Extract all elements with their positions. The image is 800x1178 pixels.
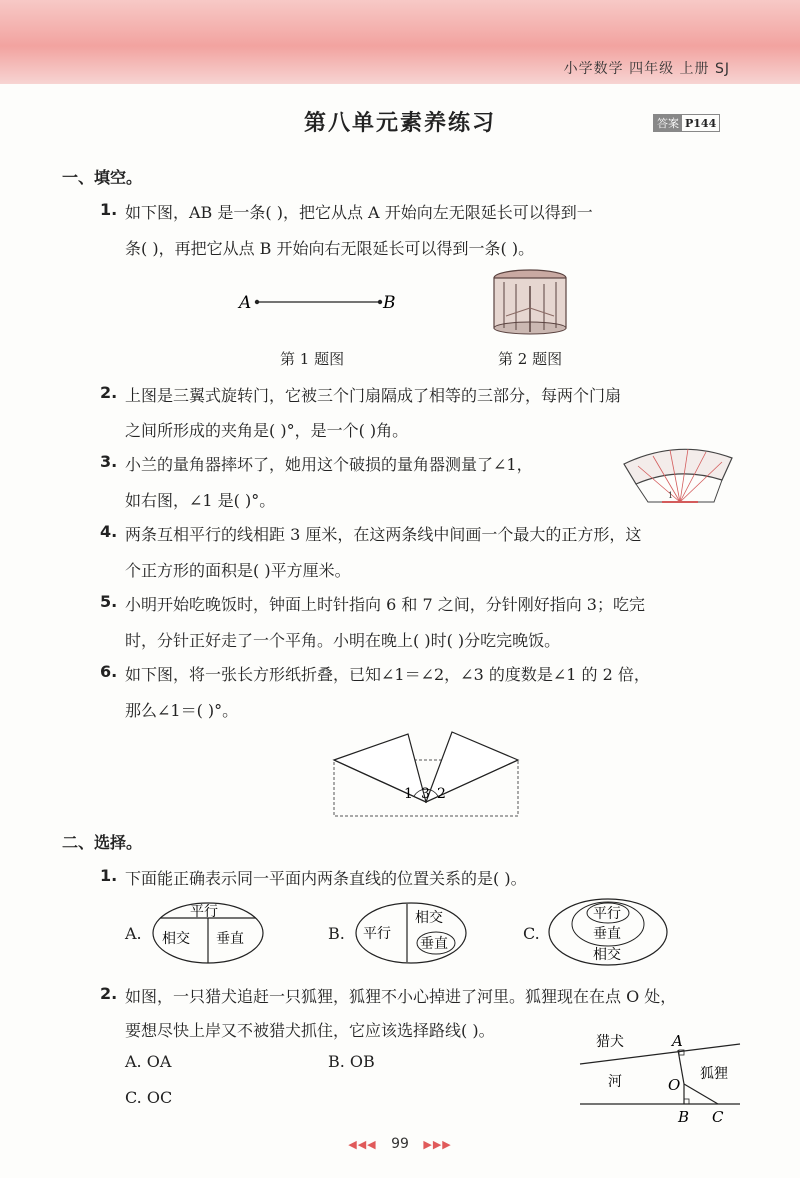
s2-q1-number: 1.	[100, 866, 118, 885]
segment-ab-figure	[235, 288, 405, 318]
next-arrows-icon: ▶▶▶	[423, 1138, 452, 1151]
option-b-parallel: 平行	[363, 926, 391, 942]
q5-number: 5.	[100, 592, 118, 611]
folded-paper-figure	[330, 730, 522, 820]
page-title: 第八单元素养练习	[303, 111, 496, 136]
option-c-diagram[interactable]	[546, 896, 670, 968]
page-footer	[340, 1136, 460, 1152]
angle-2-label: 2	[437, 786, 446, 802]
q3-line1: 小兰的量角器摔坏了，她用这个破损的量角器测量了∠1，	[125, 455, 533, 474]
option-b-perpendicular: 垂直	[420, 936, 448, 952]
point-a-label: A	[239, 293, 252, 313]
q1-line1: 如下图，AB 是一条( )，把它从点 A 开始向左无限延长可以得到一	[125, 203, 593, 222]
s2-q2-number: 2.	[100, 984, 118, 1003]
option-a-diagram[interactable]	[150, 900, 266, 966]
river-label: 河	[608, 1074, 622, 1090]
angle-3-label: 3	[421, 786, 430, 802]
broken-protractor-image	[618, 436, 738, 508]
answer-page: P144	[685, 116, 717, 130]
s2-q2-line2: 要想尽快上岸又不被猎犬抓住，它应该选择路线( )。	[125, 1021, 495, 1040]
option-b-diagram[interactable]	[353, 900, 469, 966]
revolving-door-image	[490, 268, 570, 336]
point-a-label: A	[672, 1032, 683, 1050]
q2-number: 2.	[100, 383, 118, 402]
option-a-parallel: 平行	[190, 904, 218, 920]
point-o-label: O	[668, 1076, 681, 1094]
s2-q2-line1: 如图，一只猎犬追赶一只狐狸，狐狸不小心掉进了河里。狐狸现在在点 O 处，	[125, 987, 677, 1006]
dog-label: 猎犬	[596, 1034, 624, 1050]
q2-line2: 之间所形成的夹角是( )°，是一个( )角。	[125, 421, 409, 440]
angle-1-label: 1	[668, 491, 674, 500]
book-title: 小学数学 四年级 上册 SJ	[563, 61, 730, 77]
option-a-letter[interactable]: A.	[125, 924, 142, 943]
q3-number: 3.	[100, 452, 118, 471]
q6-number: 6.	[100, 662, 118, 681]
option-oa[interactable]: A. OA	[125, 1052, 172, 1071]
point-b-label: B	[678, 1108, 690, 1126]
option-b-intersect: 相交	[415, 910, 443, 926]
prev-arrows-icon: ◀◀◀	[348, 1138, 377, 1151]
q5-line2: 时，分针正好走了一个平角。小明在晚上( )时( )分吃完晚饭。	[125, 631, 561, 650]
q4-line1: 两条互相平行的线相距 3 厘米，在这两条线中间画一个最大的正方形，这	[125, 525, 642, 544]
q1-figure-caption: 第 1 题图	[280, 350, 345, 368]
q4-number: 4.	[100, 522, 118, 541]
answer-reference[interactable]	[653, 114, 720, 132]
option-a-perpendicular: 垂直	[216, 931, 244, 947]
option-c-letter[interactable]: C.	[523, 924, 540, 943]
answer-label: 答案	[654, 115, 682, 131]
q2-figure-caption: 第 2 题图	[498, 350, 563, 368]
option-a-intersect: 相交	[162, 931, 190, 947]
q6-line2: 那么∠1＝( )°。	[125, 701, 239, 720]
section1-heading: 一、填空。	[62, 168, 143, 187]
point-b-label: B	[383, 293, 396, 313]
point-c-label: C	[712, 1108, 724, 1126]
section2-heading: 二、选择。	[62, 833, 143, 852]
q6-line1: 如下图，将一张长方形纸折叠，已知∠1＝∠2，∠3 的度数是∠1 的 2 倍，	[125, 665, 650, 684]
page-number: 99	[391, 1136, 409, 1152]
q1-line2: 条( )，再把它从点 B 开始向右无限延长可以得到一条( )。	[125, 239, 535, 258]
fox-label: 狐狸	[700, 1066, 728, 1082]
q1-number: 1.	[100, 200, 118, 219]
option-oc[interactable]: C. OC	[125, 1088, 173, 1107]
s2-q1-line1: 下面能正确表示同一平面内两条直线的位置关系的是( )。	[125, 869, 527, 888]
q4-line2: 个正方形的面积是( )平方厘米。	[125, 561, 351, 580]
option-c-intersect: 相交	[593, 947, 621, 963]
q2-line1: 上图是三翼式旋转门，它被三个门扇隔成了相等的三部分，每两个门扇	[125, 386, 622, 405]
angle-1-label: 1	[404, 786, 413, 802]
option-ob[interactable]: B. OB	[328, 1052, 375, 1071]
option-c-parallel: 平行	[593, 906, 621, 922]
fox-river-figure	[578, 1028, 748, 1128]
q3-line2: 如右图，∠1 是( )°。	[125, 491, 276, 510]
option-c-perpendicular: 垂直	[593, 926, 621, 942]
option-b-letter[interactable]: B.	[328, 924, 345, 943]
q5-line1: 小明开始吃晚饭时，钟面上时针指向 6 和 7 之间，分针刚好指向 3；吃完	[125, 595, 645, 614]
